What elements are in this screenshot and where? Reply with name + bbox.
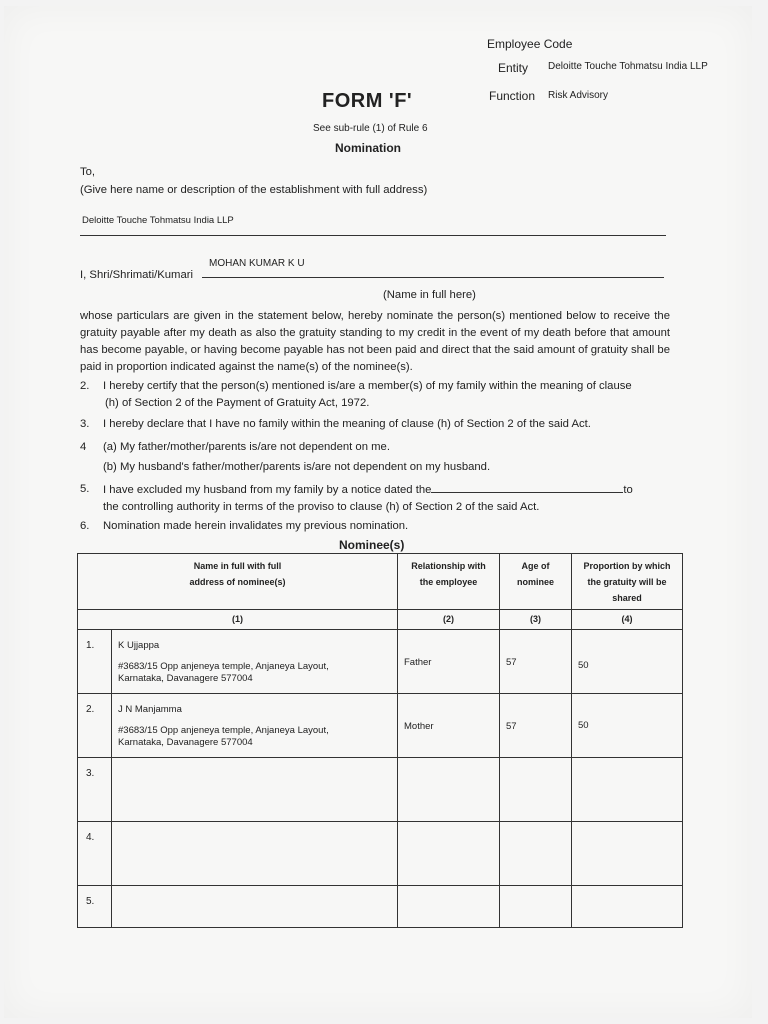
item-number: 6. bbox=[80, 520, 90, 532]
nominee-age: 57 bbox=[500, 694, 572, 758]
item-text-to: to bbox=[623, 484, 633, 496]
form-subtitle: Nomination bbox=[335, 141, 401, 155]
nominee-relationship bbox=[398, 822, 500, 886]
item-text: I hereby declare that I have no family within the meaning of clause (h) of Section 2 of the said Act. bbox=[103, 418, 591, 430]
nominees-heading: Nominee(s) bbox=[339, 538, 405, 552]
to-label: To, bbox=[80, 166, 96, 178]
table-row bbox=[78, 822, 683, 886]
column-header-relationship: Relationship with the employee bbox=[398, 554, 500, 610]
nomination-paragraph: whose particulars are given in the statement below, hereby nominate the person(s) mentioned below to receive the gratuity payable after my death as also the gratuity standing to my credit in the event of my death before that amount has become payable, or having become payable has not been paid and direct that the said amount of gratuity shall be paid in proportion indicated against the name(s) of the nominee(s). bbox=[80, 310, 670, 373]
table-row bbox=[78, 886, 683, 928]
nominee-name-address bbox=[112, 822, 398, 886]
declaration-item-2 bbox=[80, 378, 680, 414]
nominee-proportion bbox=[572, 886, 683, 928]
item-text: Nomination made herein invalidates my previous nomination. bbox=[103, 520, 409, 532]
nominee-proportion: 50 bbox=[572, 630, 683, 694]
nominee-age: 57 bbox=[500, 630, 572, 694]
function-label: Function bbox=[489, 89, 536, 103]
nominee-age bbox=[500, 758, 572, 822]
column-number-row bbox=[78, 610, 683, 630]
nominee-relationship bbox=[398, 886, 500, 928]
row-number: 3. bbox=[78, 758, 112, 822]
item-text: I hereby certify that the person(s) mentioned is/are a member(s) of my family within the meaning of clause bbox=[103, 380, 632, 392]
function-value: Risk Advisory bbox=[548, 90, 609, 101]
notice-date-blank bbox=[431, 481, 623, 493]
declaration-item-5 bbox=[80, 481, 680, 517]
establishment-value: Deloitte Touche Tohmatsu India LLP bbox=[82, 215, 234, 226]
nominee-address: Karnataka, Davanagere 577004 bbox=[118, 673, 253, 684]
nominee-name-address bbox=[112, 694, 398, 758]
nominee-name-address bbox=[112, 886, 398, 928]
nominee-address: #3683/15 Opp anjeneya temple, Anjaneya Layout, bbox=[118, 725, 329, 736]
item-number: 3. bbox=[80, 418, 90, 430]
nominee-proportion bbox=[572, 758, 683, 822]
employee-code-label: Employee Code bbox=[487, 37, 573, 51]
row-number: 5. bbox=[78, 886, 112, 928]
nominee-proportion: 50 bbox=[572, 694, 683, 758]
column-header-age: Age of nominee bbox=[500, 554, 572, 610]
declaration-item-6 bbox=[80, 518, 680, 536]
item-number: 2. bbox=[80, 380, 90, 392]
column-number: (1) bbox=[78, 610, 398, 630]
item-number: 5. bbox=[80, 483, 90, 495]
name-value: MOHAN KUMAR K U bbox=[209, 258, 305, 269]
table-row bbox=[78, 630, 683, 694]
establishment-underline bbox=[80, 235, 666, 236]
nominee-relationship bbox=[398, 758, 500, 822]
declaration-item-4 bbox=[80, 439, 680, 479]
form-title: FORM 'F' bbox=[322, 90, 413, 112]
nominee-relationship: Mother bbox=[398, 694, 500, 758]
nominee-address: #3683/15 Opp anjeneya temple, Anjaneya Layout, bbox=[118, 661, 329, 672]
table-row bbox=[78, 758, 683, 822]
name-underline bbox=[202, 277, 664, 278]
column-number: (2) bbox=[398, 610, 500, 630]
nominee-name-address bbox=[112, 758, 398, 822]
nominee-age bbox=[500, 822, 572, 886]
column-header-proportion: Proportion by which the gratuity will be shared bbox=[572, 554, 683, 610]
item-text-continued: (h) of Section 2 of the Payment of Gratuity Act, 1972. bbox=[105, 397, 370, 409]
subrule-text: See sub-rule (1) of Rule 6 bbox=[313, 123, 428, 134]
nominee-name: J N Manjamma bbox=[118, 704, 182, 715]
item-text: I have excluded my husband from my family by a notice dated the bbox=[103, 484, 432, 496]
name-prefix: I, Shri/Shrimati/Kumari bbox=[80, 269, 193, 281]
nominee-proportion bbox=[572, 822, 683, 886]
nominees-table bbox=[77, 553, 683, 928]
entity-label: Entity bbox=[498, 61, 529, 75]
nominee-name: K Ujjappa bbox=[118, 640, 160, 651]
entity-value: Deloitte Touche Tohmatsu India LLP bbox=[548, 61, 708, 72]
item-text-a: (a) My father/mother/parents is/are not dependent on me. bbox=[103, 441, 390, 453]
declaration-item-3 bbox=[80, 416, 680, 434]
nominee-age bbox=[500, 886, 572, 928]
column-header-name: Name in full with full address of nominee(s) bbox=[78, 554, 398, 610]
row-number: 1. bbox=[78, 630, 112, 694]
column-number: (3) bbox=[500, 610, 572, 630]
row-number: 4. bbox=[78, 822, 112, 886]
item-text-b: (b) My husband's father/mother/parents is/are not dependent on my husband. bbox=[103, 461, 491, 473]
nominee-name-address bbox=[112, 630, 398, 694]
table-row bbox=[78, 694, 683, 758]
table-header-row bbox=[78, 554, 683, 610]
nominee-relationship: Father bbox=[398, 630, 500, 694]
row-number: 2. bbox=[78, 694, 112, 758]
establishment-instruction: (Give here name or description of the establishment with full address) bbox=[80, 184, 428, 196]
nominee-address: Karnataka, Davanagere 577004 bbox=[118, 737, 253, 748]
item-number: 4 bbox=[80, 441, 87, 453]
item-text-continued: the controlling authority in terms of the proviso to clause (h) of Section 2 of the said Act. bbox=[103, 501, 540, 513]
name-caption: (Name in full here) bbox=[383, 289, 476, 301]
column-number: (4) bbox=[572, 610, 683, 630]
